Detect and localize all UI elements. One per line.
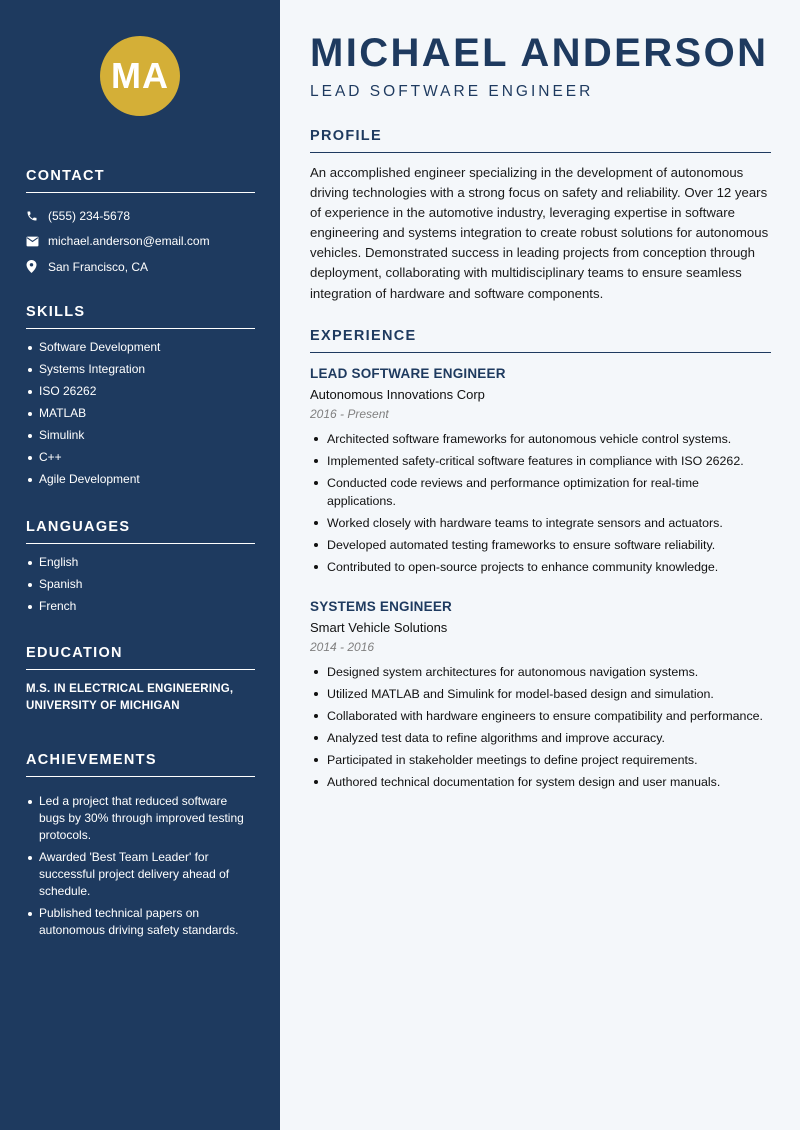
list-item: Spanish — [26, 576, 255, 593]
job-title: LEAD SOFTWARE ENGINEER — [310, 366, 506, 381]
person-name: MICHAEL ANDERSON — [310, 31, 769, 75]
job-dates: 2014 - 2016 — [310, 640, 375, 654]
list-item: Published technical papers on autonomous driving safety standards. — [26, 905, 255, 939]
education-heading: EDUCATION — [26, 645, 255, 670]
profile-text: An accomplished engineer specializing in the development of autonomous driving technologies with a strong focus on safety and reliability. Over 12 years of experience in the automotive industry, leveraging expertise in software engineering and systems integration to create robust solutions for autonomous vehicles. Demonstrated success in leading projects from conception through deployment, collaborating with multidisciplinary teams to ensure seamless integration of hardware and software components. — [310, 165, 769, 301]
contact-email-text: michael.anderson@email.com — [48, 234, 210, 249]
list-item: Conducted code reviews and performance optimization for real-time applications. — [310, 474, 771, 510]
contact-email — [26, 229, 255, 255]
list-item: Agile Development — [26, 471, 255, 488]
job-bullets — [310, 430, 771, 576]
list-item: Contributed to open-source projects to enhance community knowledge. — [310, 558, 771, 576]
list-item: ISO 26262 — [26, 383, 255, 400]
email-icon — [26, 236, 48, 247]
job-bullets — [310, 663, 771, 791]
skills-section — [26, 304, 255, 493]
list-item: English — [26, 554, 255, 571]
person-role: LEAD SOFTWARE ENGINEER — [310, 83, 594, 100]
list-item: Developed automated testing frameworks to ensure software reliability. — [310, 536, 771, 554]
profile-heading: PROFILE — [310, 128, 771, 153]
skills-heading: SKILLS — [26, 304, 255, 329]
languages-section — [26, 519, 255, 620]
achievements-section — [26, 752, 255, 944]
skills-list — [26, 339, 255, 488]
list-item: Simulink — [26, 427, 255, 444]
list-item: Systems Integration — [26, 361, 255, 378]
job-entry — [310, 599, 771, 795]
list-item: Implemented safety-critical software features in compliance with ISO 26262. — [310, 452, 771, 470]
languages-list — [26, 554, 255, 615]
sidebar — [0, 0, 280, 1130]
education-section — [26, 645, 255, 715]
job-company: Smart Vehicle Solutions — [310, 620, 448, 635]
list-item: Architected software frameworks for autonomous vehicle control systems. — [310, 430, 771, 448]
experience-heading: EXPERIENCE — [310, 328, 771, 353]
job-entry — [310, 366, 771, 580]
list-item: Worked closely with hardware teams to integrate sensors and actuators. — [310, 514, 771, 532]
job-company: Autonomous Innovations Corp — [310, 387, 485, 402]
list-item: Led a project that reduced software bugs by 30% through improved testing protocols. — [26, 793, 255, 844]
languages-heading: LANGUAGES — [26, 519, 255, 544]
list-item: Awarded 'Best Team Leader' for successful project delivery ahead of schedule. — [26, 849, 255, 900]
contact-list — [26, 203, 255, 280]
achievements-list — [26, 793, 255, 939]
list-item: C++ — [26, 449, 255, 466]
contact-section — [26, 168, 255, 280]
job-title: SYSTEMS ENGINEER — [310, 599, 452, 614]
education-degree: M.S. IN ELECTRICAL ENGINEERING, UNIVERSITY OF MICHIGAN — [26, 683, 234, 712]
list-item: Analyzed test data to refine algorithms and improve accuracy. — [310, 729, 771, 747]
list-item: Collaborated with hardware engineers to ensure compatibility and performance. — [310, 707, 771, 725]
initials-avatar: MA — [100, 36, 180, 116]
location-pin-icon — [26, 260, 48, 273]
job-dates: 2016 - Present — [310, 407, 389, 421]
list-item: Designed system architectures for autonomous navigation systems. — [310, 663, 771, 681]
list-item: MATLAB — [26, 405, 255, 422]
contact-location-text: San Francisco, CA — [48, 259, 149, 274]
list-item: Authored technical documentation for system design and user manuals. — [310, 773, 771, 791]
contact-heading: CONTACT — [26, 168, 255, 193]
contact-phone-text: (555) 234-5678 — [48, 208, 131, 223]
contact-location — [26, 254, 255, 280]
list-item: Participated in stakeholder meetings to define project requirements. — [310, 751, 771, 769]
phone-icon — [26, 210, 48, 222]
list-item: Software Development — [26, 339, 255, 356]
list-item: French — [26, 598, 255, 615]
contact-phone — [26, 203, 255, 229]
list-item: Utilized MATLAB and Simulink for model-based design and simulation. — [310, 685, 771, 703]
achievements-heading: ACHIEVEMENTS — [26, 752, 255, 777]
